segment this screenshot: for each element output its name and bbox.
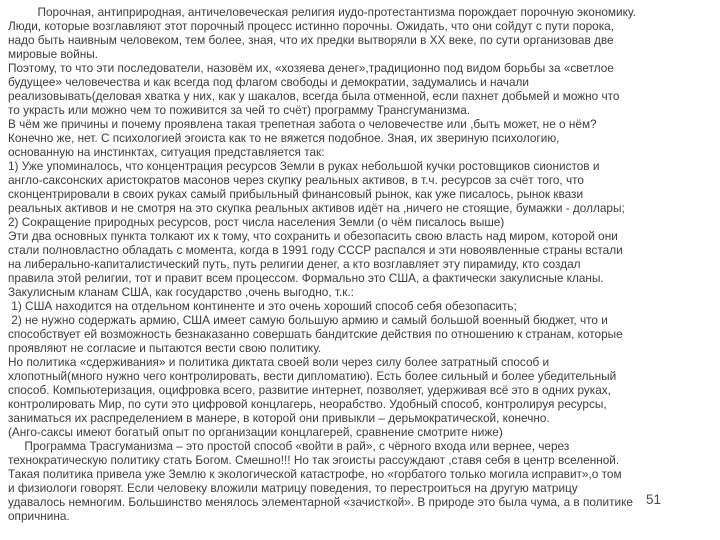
text-line: Эти два основных пункта толкают их к тому, что сохранить и обезопасить свою власть над миром, которой они xyxy=(8,229,618,243)
text-line: Люди, которые возглавляют этот порочный процесс истинно порочны. Ожидать, что они сойдут с пути порока, xyxy=(8,19,614,33)
text-line: (Анго-саксы имеют богатый опыт по организации концлагерей, сравнение смотрите ниже) xyxy=(8,425,503,439)
text-line: заниматься их распределением в манере, в которой они привыкли – дерьмократической, конечно. xyxy=(8,411,550,425)
text-line: Но политика «сдерживания» и политика диктата своей воли через силу более затратный способ и xyxy=(8,355,550,369)
text-line: В чём же причины и почему проявлена такая трепетная забота о человечестве или ,быть может, не о нём? xyxy=(8,117,597,131)
text-line: технократическую политику стать Богом. Смешно!!! Но так эгоисты рассуждают ,ставя себя в центр вселенной. xyxy=(8,453,620,467)
text-line: способствует ей возможность безнаказанно совершать бандитские действия по отношению к странам, которые xyxy=(8,327,623,341)
text-line: 1) США находится на отдельном континенте и это очень хороший способ себя обезопасить; xyxy=(8,299,517,313)
text-line: реальных активов и не смотря на это скупка реальных активов идёт на ,ничего не стоящие, бумажки - доллары; xyxy=(8,201,625,215)
text-line: Такая политика привела уже Землю к экологической катастрофе, но «горбатого только могила исправит»,о том xyxy=(8,467,622,481)
text-line: сконцентрировали в своих руках самый прибыльный финансовый рынок, как уже писалось, рынок квази xyxy=(8,187,584,201)
text-line: мировые войны. xyxy=(8,47,98,61)
body-text xyxy=(8,5,714,523)
text-line: Порочная, антиприродная, античеловеческая религия иудо-протестантизма порождает порочную экономику. xyxy=(8,5,636,19)
text-line: англо-саксонских аристократов масонов через скупку реальных активов, в т.ч. ресурсов за счёт того, что xyxy=(8,173,584,187)
text-line: опричнина. xyxy=(8,509,70,523)
text-line: проявляют не согласие и пытаются вести свою политику. xyxy=(8,341,322,355)
text-line: будущее» человечества и как всегда под флагом свободы и демократии, задумались и начали xyxy=(8,75,529,89)
text-line: стали полновластно обладать с момента, когда в 1991 году СССР распался и эти новоявленные страны встали xyxy=(8,243,623,257)
text-line: Программа Трасгуманизма – это простой способ «войти в рай», с чёрного входа или вернее, через xyxy=(8,439,570,453)
text-line: контролировать Мир, по сути это цифровой концлагерь, неорабство. Удобный способ, контролируя ресурсы, xyxy=(8,397,607,411)
text-line: реализовывать(деловая хватка у них, как у шакалов, всегда была отменной, если пахнет добьмей и можно что xyxy=(8,89,620,103)
text-line: удавалось немногим. Большинство менялось элементарной «зачисткой». В природе это была чума, а в политике xyxy=(8,495,633,509)
text-line: на либерально-капиталистический путь, путь религии денег, а кто возглавляет эту пирамиду, кто создал xyxy=(8,257,581,271)
text-line: правила этой религии, тот и правит всем процессом. Формально это США, а фактически закулисные кланы. xyxy=(8,271,604,285)
text-line: 1) Уже упоминалось, что концентрация ресурсов Земли в руках небольшой кучки ростовщиков сионистов и xyxy=(8,159,600,173)
text-line: 2) не нужно содержать армию, США имеет самую большую армию и самый большой военный бюджет, что и xyxy=(8,313,608,327)
page-number: 51 xyxy=(646,492,662,507)
text-line: способ. Компьютеризация, оцифровка всего, развитие интернет, позволяет, удерживая всё это в одних руках, xyxy=(8,383,611,397)
text-line: то украсть или можно чем то поживится за чей то счёт) программу Трансгуманизма. xyxy=(8,103,471,117)
text-line: надо быть наивным человеком, тем более, зная, что их предки вытворяли в XX веке, по сути организовав две xyxy=(8,33,614,47)
text-line: Поэтому, то что эти последователи, назовём их, «хозяева денег»,традиционно под видом борьбы за «светлое xyxy=(8,61,614,75)
text-line: хлопотный(много нужно чего контролировать, вести дипломатию). Есть более сильный и более убедительный xyxy=(8,369,617,383)
text-line: и физиологи говорят. Если человеку вложили матрицу поведения, то перестроиться на другую матрицу xyxy=(8,481,578,495)
text-line: Конечно же, нет. С психологией эгоиста как то не вяжется подобное. Зная, их звериную психологию, xyxy=(8,131,560,145)
text-line: 2) Сокращение природных ресурсов, рост числа населения Земли (о чём писалось выше) xyxy=(8,215,505,229)
text-line: Закулисным кланам США, как государство ,очень выгодно, т.к.: xyxy=(8,285,354,299)
text-line: основанную на инстинктах, ситуация представляется так: xyxy=(8,145,325,159)
